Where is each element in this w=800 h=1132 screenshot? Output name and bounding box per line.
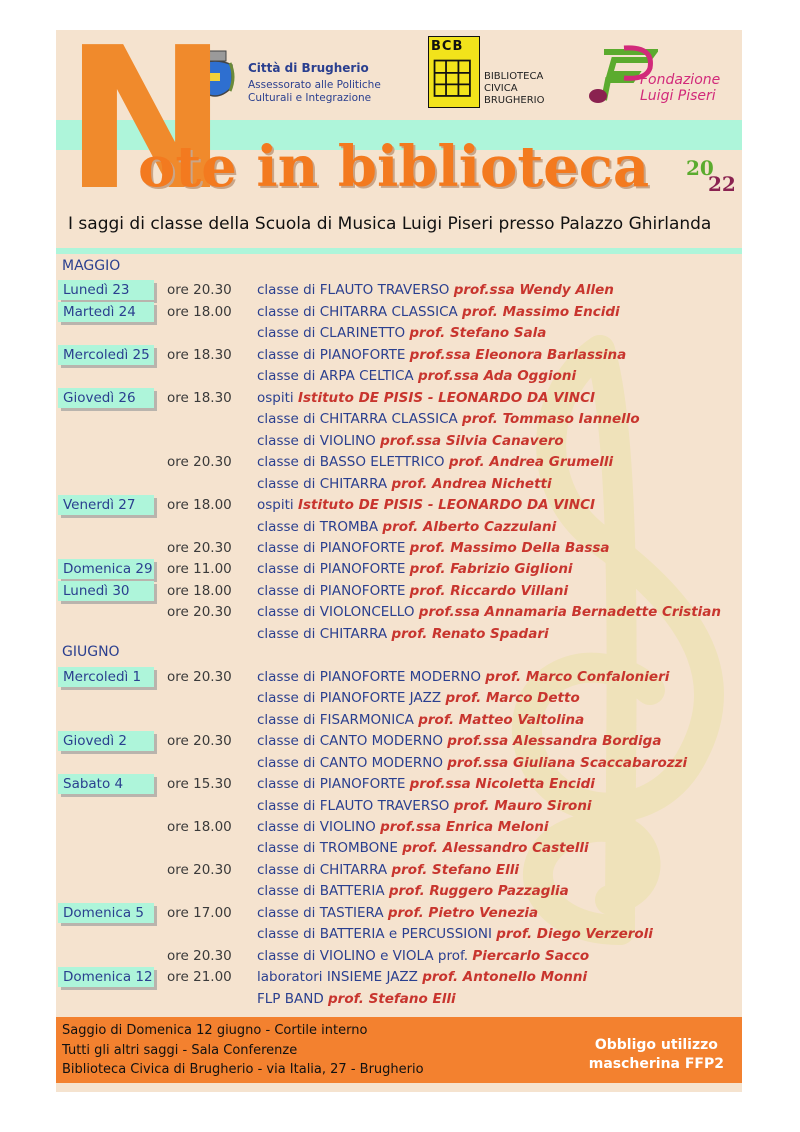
class-name: classe di VIOLONCELLO	[257, 604, 415, 621]
time-label: ore 21.00	[167, 969, 232, 986]
class-name: classe di PIANOFORTE JAZZ	[257, 690, 442, 707]
class-name: classe di TROMBA	[257, 518, 379, 535]
class-name: classe di CHITARRA	[257, 475, 388, 492]
time-label: ore 20.30	[167, 947, 232, 964]
class-name: classe di FISARMONICA	[257, 711, 414, 728]
teacher-name: Istituto DE PISIS - LEONARDO DA VINCI	[297, 389, 595, 406]
class-name: classe di PIANOFORTE	[257, 346, 406, 363]
class-name: laboratori INSIEME JAZZ	[257, 969, 418, 986]
class-name: FLP BAND	[257, 990, 324, 1007]
performance-entry	[257, 476, 552, 492]
day-label: Giovedì 26	[58, 388, 154, 408]
performance-entry	[257, 733, 661, 749]
time-label: ore 20.30	[167, 604, 232, 621]
day-label: Venerdì 27	[58, 495, 154, 515]
teacher-name: prof. Matteo Valtolina	[418, 711, 585, 728]
time-label: ore 18.00	[167, 303, 232, 320]
day-label: Lunedì 30	[58, 581, 154, 601]
day-label: Domenica 29	[58, 559, 154, 579]
teacher-name: prof. Mauro Sironi	[453, 797, 592, 814]
performance-entry	[257, 368, 576, 384]
class-name: classe di VIOLINO	[257, 432, 376, 449]
class-name: classe di CHITARRA CLASSICA	[257, 411, 458, 428]
performance-entry	[257, 604, 721, 620]
performance-entry	[257, 282, 614, 298]
year-top: 20	[686, 156, 714, 180]
month-heading: MAGGIO	[62, 258, 121, 274]
foundation-name-line2: Luigi Piseri	[640, 88, 716, 104]
performance-entry	[257, 991, 456, 1007]
venue-line-2: Tutti gli altri saggi - Sala Conferenze	[62, 1042, 298, 1058]
performance-entry	[257, 948, 589, 964]
teacher-name: prof. Marco Confalonieri	[485, 668, 670, 685]
time-label: ore 18.00	[167, 582, 232, 599]
year-bottom: 22	[708, 172, 736, 196]
teacher-name: prof.ssa Annamaria Bernadette Cristian	[418, 604, 722, 621]
performance-entry	[257, 819, 549, 835]
performance-entry	[257, 304, 620, 320]
performance-entry	[257, 690, 580, 706]
teacher-name: prof.ssa Eleonora Barlassina	[409, 346, 627, 363]
teacher-name: prof. Marco Detto	[445, 690, 580, 707]
library-name: BIBLIOTECA CIVICA BRUGHERIO	[484, 71, 545, 106]
performance-entry	[257, 755, 687, 771]
teacher-name: prof. Massimo Encidi	[462, 303, 620, 320]
day-label: Mercoledì 1	[58, 667, 154, 687]
performance-entry	[257, 798, 592, 814]
class-name: classe di CHITARRA	[257, 861, 388, 878]
performance-entry	[257, 969, 587, 985]
class-name: classe di CLARINETTO	[257, 325, 406, 342]
class-name: classe di CANTO MODERNO	[257, 733, 443, 750]
class-name: classe di PIANOFORTE	[257, 776, 406, 793]
footer-banner	[56, 1017, 742, 1083]
class-name: classe di PIANOFORTE	[257, 561, 406, 578]
teacher-name: prof. Massimo Della Bassa	[409, 539, 610, 556]
performance-entry	[257, 325, 546, 341]
performance-entry	[257, 883, 569, 899]
performance-entry	[257, 626, 549, 642]
city-department-line1: Assessorato alle Politiche	[248, 79, 381, 91]
performance-entry	[257, 540, 610, 556]
venue-line-1: Saggio di Domenica 12 giugno - Cortile interno	[62, 1023, 368, 1038]
teacher-name: Piercarlo Sacco	[472, 947, 590, 964]
performance-entry	[257, 583, 568, 599]
performance-entry	[257, 862, 519, 878]
time-label: ore 18.00	[167, 497, 232, 514]
class-name: classe di ARPA CELTICA	[257, 368, 414, 385]
day-label: Martedì 24	[58, 302, 154, 322]
day-label: Domenica 5	[58, 903, 154, 923]
teacher-name: prof. Fabrizio Giglioni	[409, 561, 573, 578]
performance-entry	[257, 840, 589, 856]
class-name: classe di FLAUTO TRAVERSO	[257, 797, 450, 814]
class-name: ospiti	[257, 497, 294, 514]
teacher-name: prof. Alberto Cazzulani	[382, 518, 557, 535]
month-heading: GIUGNO	[62, 644, 120, 661]
time-label: ore 18.30	[167, 346, 232, 363]
teacher-name: prof. Andrea Nichetti	[391, 475, 552, 492]
teacher-name: prof.ssa Silvia Canavero	[380, 432, 564, 449]
time-label: ore 20.30	[167, 454, 232, 471]
teacher-name: prof. Andrea Grumelli	[448, 454, 614, 471]
teacher-name: prof. Renato Spadari	[391, 625, 549, 642]
day-label: Sabato 4	[58, 774, 154, 794]
time-label: ore 15.30	[167, 776, 232, 793]
class-name: classe di VIOLINO	[257, 818, 376, 835]
library-logo-letters: BCB	[431, 39, 464, 54]
venue-line-3: Biblioteca Civica di Brugherio - via Italia, 27 - Brugherio	[62, 1062, 424, 1077]
time-label: ore 17.00	[167, 904, 232, 921]
day-label: Lunedì 23	[58, 280, 154, 300]
teacher-name: prof. Alessandro Castelli	[402, 840, 589, 857]
class-name: classe di VIOLINO e VIOLA prof.	[257, 947, 469, 964]
performance-entry	[257, 454, 613, 470]
day-label: Mercoledì 25	[58, 345, 154, 365]
mask-notice-line-2: mascherina FFP2	[588, 1056, 724, 1072]
teacher-name: prof. Antonello Monni	[422, 969, 588, 986]
teacher-name: prof.ssa Giuliana Scaccabarozzi	[447, 754, 688, 771]
teacher-name: prof.ssa Wendy Allen	[453, 282, 614, 299]
time-label: ore 20.30	[167, 282, 232, 299]
teacher-name: prof. Ruggero Pazzaglia	[388, 883, 569, 900]
city-name: Città di Brugherio	[248, 61, 369, 75]
class-name: classe di TASTIERA	[257, 904, 384, 921]
class-name: classe di TROMBONE	[257, 840, 398, 857]
teacher-name: prof.ssa Alessandra Bordiga	[447, 733, 662, 750]
venue-info	[62, 1021, 424, 1080]
time-label: ore 18.00	[167, 818, 232, 835]
performance-entry	[257, 433, 564, 449]
performance-entry	[257, 561, 573, 577]
time-label: ore 20.30	[167, 668, 232, 685]
class-name: ospiti	[257, 389, 294, 406]
class-name: classe di BATTERIA	[257, 883, 385, 900]
teacher-name: prof. Stefano Elli	[328, 990, 456, 1007]
foundation-name-line1: Fondazione	[640, 72, 721, 88]
performance-entry	[257, 390, 595, 406]
time-label: ore 20.30	[167, 539, 232, 556]
time-label: ore 18.30	[167, 389, 232, 406]
teacher-name: prof. Diego Verzeroli	[496, 926, 653, 943]
teacher-name: prof. Tommaso Iannello	[462, 411, 640, 428]
class-name: classe di PIANOFORTE MODERNO	[257, 668, 481, 685]
class-name: classe di CHITARRA CLASSICA	[257, 303, 458, 320]
mask-notice	[589, 1036, 724, 1074]
performance-entry	[257, 712, 584, 728]
performance-entry	[257, 776, 595, 792]
time-label: ore 20.30	[167, 861, 232, 878]
teacher-name: prof.ssa Ada Oggioni	[417, 368, 577, 385]
time-label: ore 20.30	[167, 733, 232, 750]
performance-entry	[257, 669, 669, 685]
class-name: classe di BASSO ELETTRICO	[257, 454, 445, 471]
teacher-name: prof.ssa Nicoletta Encidi	[409, 776, 595, 793]
city-department-line2: Culturali e Integrazione	[248, 92, 372, 104]
performance-entry	[257, 905, 538, 921]
teacher-name: prof. Stefano Sala	[409, 325, 547, 342]
teacher-name: prof. Stefano Elli	[391, 861, 520, 878]
class-name: classe di BATTERIA e PERCUSSIONI	[257, 926, 492, 943]
teacher-name: prof.ssa Enrica Meloni	[380, 818, 549, 835]
class-name: classe di CHITARRA	[257, 625, 388, 642]
subtitle: I saggi di classe della Scuola di Musica Luigi Piseri presso Palazzo Ghirlanda	[68, 214, 712, 234]
title-initial-letter: N	[64, 6, 225, 234]
performance-entry	[257, 411, 640, 427]
teacher-name: prof. Riccardo Villani	[409, 582, 569, 599]
performance-entry	[257, 347, 626, 363]
page-title: ote in biblioteca	[138, 134, 650, 200]
performance-entry	[257, 926, 653, 942]
day-label: Giovedì 2	[58, 731, 154, 751]
performance-entry	[257, 497, 595, 513]
day-label: Domenica 12	[58, 967, 154, 987]
time-label: ore 11.00	[167, 561, 232, 578]
performance-entry	[257, 519, 556, 535]
class-name: classe di CANTO MODERNO	[257, 754, 443, 771]
class-name: classe di FLAUTO TRAVERSO	[257, 282, 450, 299]
teacher-name: Istituto DE PISIS - LEONARDO DA VINCI	[297, 497, 595, 514]
mask-notice-line-1: Obbligo utilizzo	[594, 1037, 718, 1053]
class-name: classe di PIANOFORTE	[257, 539, 406, 556]
teacher-name: prof. Pietro Venezia	[387, 904, 539, 921]
class-name: classe di PIANOFORTE	[257, 582, 406, 599]
